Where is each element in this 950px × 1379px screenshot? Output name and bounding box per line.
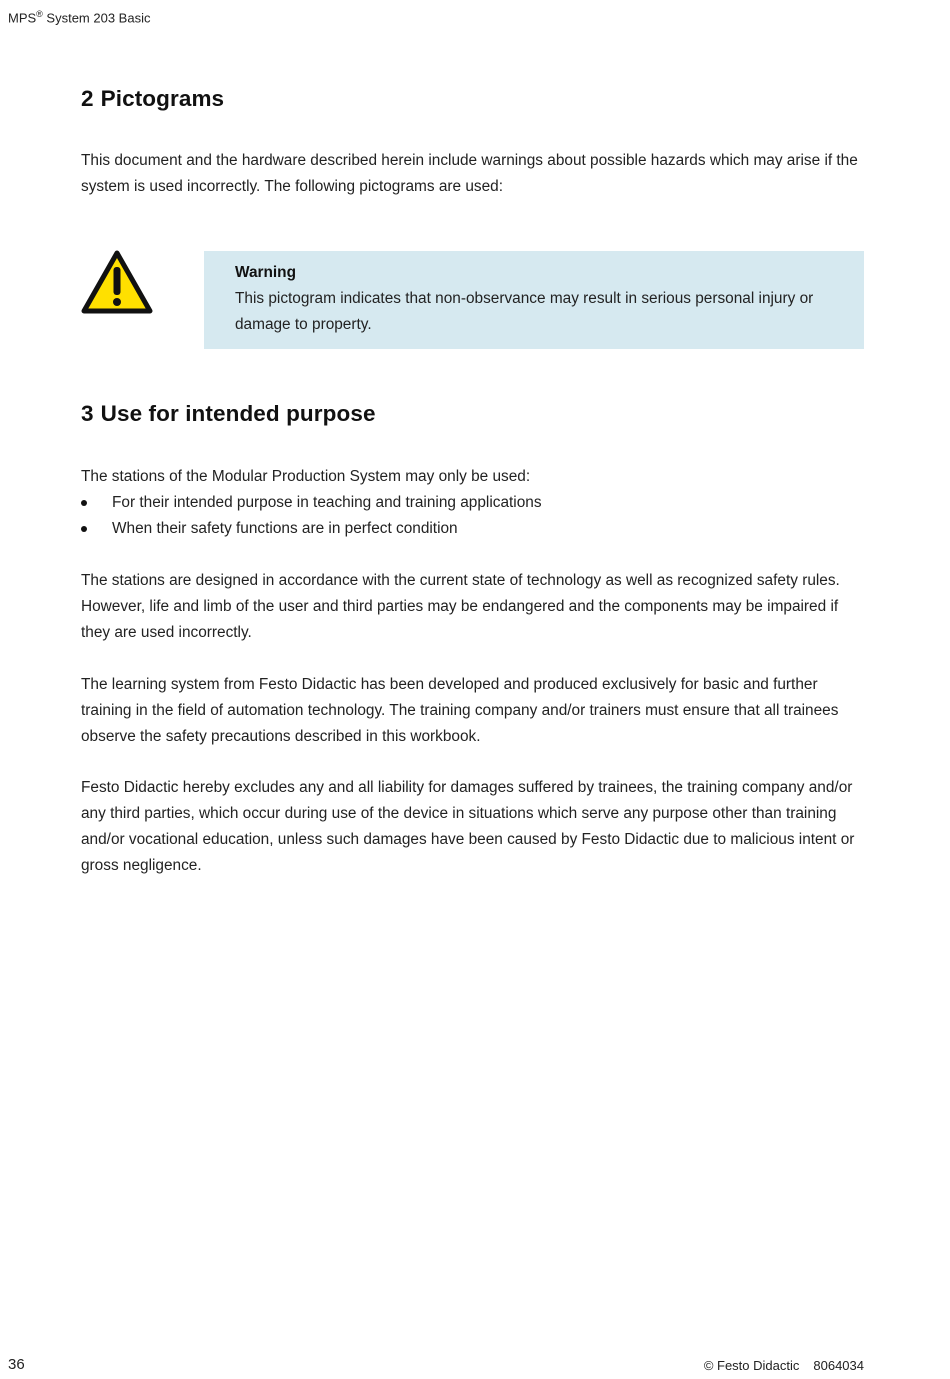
section-2-number: 2 [81, 86, 94, 111]
footer-publisher [704, 1358, 864, 1373]
paragraph-learning-system: The learning system from Festo Didactic has been developed and produced exclusively for basic and further training in the field of automation technology. The training company and/or trainers must ensure that all trainees observe the safety precautions described in this workbook. [81, 676, 839, 745]
list-item-text: For their intended purpose in teaching and training applications [112, 494, 542, 511]
footer-copyright: © Festo Didactic [703, 1358, 800, 1373]
section-3-number: 3 [81, 401, 94, 426]
section-2-intro: This document and the hardware described herein include warnings about possible hazards which may arise if the system is used incorrectly. The following pictograms are used: [81, 152, 858, 195]
bullet-dot-icon [81, 526, 87, 532]
running-header [8, 9, 150, 25]
header-product: MPS [8, 10, 37, 26]
section-3-intro: The stations of the Modular Production System may only be used: [81, 468, 531, 485]
section-2-heading [81, 86, 865, 112]
warning-title: Warning [235, 264, 296, 281]
page-number: 36 [8, 1356, 25, 1373]
paragraph-liability: Festo Didactic hereby excludes any and all liability for damages suffered by trainees, the training company and/or any third parties, which occur during use of the device in situations which serve any purpose other than training and/or vocational education, unless such damages have been caused by Festo Didactic due to malicious intent or gross negligence. [81, 779, 855, 874]
registered-mark: ® [36, 9, 43, 19]
warning-text: This pictogram indicates that non-observance may result in serious personal injury or damage to property. [235, 290, 814, 333]
list-item [81, 516, 865, 542]
section-3-title: Use for intended purpose [100, 401, 376, 426]
section-3-heading [81, 401, 865, 427]
bullet-dot-icon [81, 500, 87, 506]
paragraph-safety-design: The stations are designed in accordance with the current state of technology as well as recognized safety rules. However, life and limb of the user and third parties may be endangered and the components may be impaired if they are used incorrectly. [81, 572, 840, 641]
bullet-list [81, 490, 865, 542]
section-3-intro-block [81, 464, 865, 542]
header-rest: System 203 Basic [42, 10, 151, 26]
warning-callout [204, 251, 864, 349]
footer-doc-number: 8064034 [813, 1358, 864, 1373]
list-item [81, 490, 865, 516]
list-item-text: When their safety functions are in perfect condition [112, 520, 458, 537]
section-2-title: Pictograms [100, 86, 225, 111]
warning-triangle-icon [81, 250, 153, 314]
